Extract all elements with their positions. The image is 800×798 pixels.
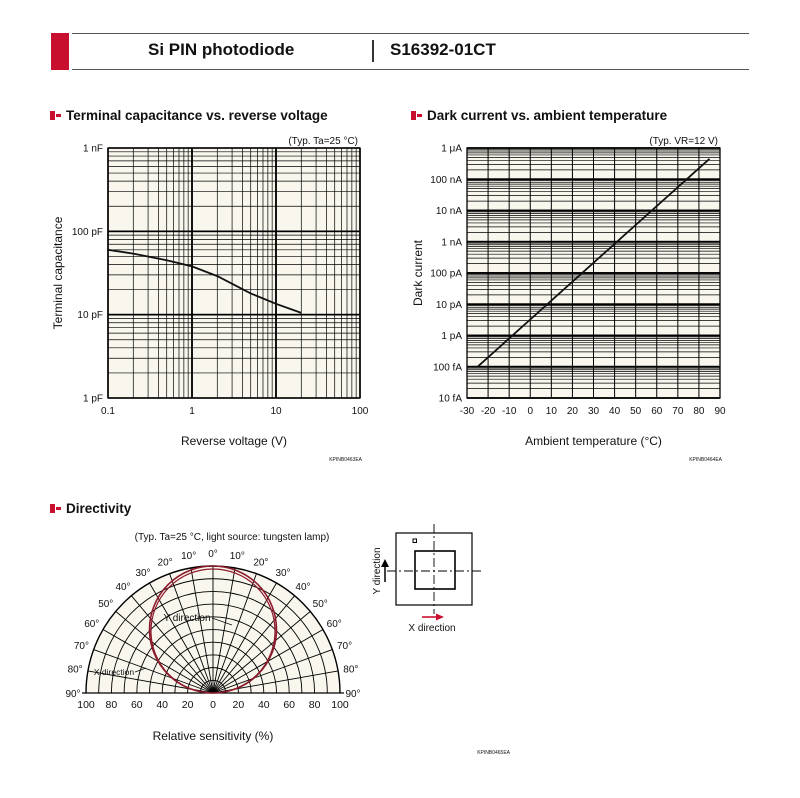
directivity-condition-label: (Typ. Ta=25 °C, light source: tungsten lamp)	[134, 532, 330, 543]
capacitance-plot-area	[108, 148, 360, 398]
x-tick-label: 20	[566, 406, 578, 417]
radius-tick-label: 20	[232, 699, 245, 711]
index-mark	[413, 539, 417, 543]
y-tick-label: 100 fA	[433, 362, 462, 374]
angle-label: 90°	[65, 689, 81, 700]
inset-x-direction-label: X direction	[408, 623, 456, 634]
angle-label: 30°	[275, 567, 291, 579]
y-tick-label: 10 fA	[438, 393, 462, 405]
x-tick-label: -20	[480, 406, 496, 417]
x-tick-label: 10	[270, 406, 282, 417]
capacitance-chart-title: Terminal capacitance vs. reverse voltage	[66, 108, 328, 123]
directivity-chart-title: Directivity	[66, 501, 132, 516]
angle-label: 0°	[208, 549, 218, 560]
capacitance-figure-code: KPINB0463EA	[329, 457, 362, 463]
dark-current-chart	[411, 136, 726, 463]
angle-label: 20°	[253, 557, 269, 569]
directivity-figure-code: KPINB0465EA	[477, 750, 510, 756]
y-tick-label: 100 pA	[430, 268, 462, 280]
dark-current-condition-label: (Typ. VR=12 V)	[649, 136, 718, 147]
product-title: Si PIN photodiode	[148, 40, 295, 59]
angle-label: 50°	[312, 599, 328, 611]
capacitance-chart	[51, 136, 369, 463]
x-tick-label: 80	[693, 406, 705, 417]
y-tick-label: 10 nA	[435, 206, 462, 217]
dark-current-x-axis-label: Ambient temperature (°C)	[525, 434, 662, 448]
x-tick-label: 90	[714, 406, 726, 417]
radius-tick-label: 20	[181, 699, 194, 711]
radius-tick-label: 80	[105, 699, 118, 711]
y-tick-label: 100 pF	[71, 226, 103, 238]
x-direction-arrow-head-icon	[436, 614, 444, 621]
x-tick-label: 0	[527, 406, 534, 417]
active-area-outline	[415, 551, 455, 589]
x-tick-label: 70	[672, 406, 684, 417]
angle-label: 30°	[135, 567, 151, 579]
radius-tick-label: 0	[210, 699, 216, 711]
angle-label: 50°	[98, 599, 114, 611]
radius-tick-label: 100	[77, 699, 95, 711]
angle-label: 80°	[67, 664, 83, 676]
y-tick-label: 10 pF	[77, 310, 103, 322]
angle-label: 90°	[345, 689, 361, 700]
angle-label: 80°	[343, 664, 359, 676]
y-tick-label: 100 nA	[430, 174, 462, 186]
x-tick-label: 10	[545, 406, 557, 417]
x-tick-label: 100	[351, 406, 369, 417]
angle-label: 40°	[295, 581, 311, 593]
x-direction-series-label: X direction	[93, 667, 135, 677]
x-tick-label: 0.1	[101, 406, 115, 417]
y-tick-label: 1 μA	[441, 143, 462, 155]
x-tick-label: 30	[587, 406, 600, 417]
angle-label: 70°	[73, 641, 90, 653]
capacitance-condition-label: (Typ. Ta=25 °C)	[288, 136, 358, 147]
x-tick-label: 1	[189, 406, 195, 417]
angle-label: 70°	[336, 641, 353, 653]
angle-label: 10°	[229, 551, 245, 563]
x-tick-label: 60	[651, 406, 663, 417]
capacitance-x-axis-label: Reverse voltage (V)	[180, 434, 288, 448]
radius-tick-label: 100	[331, 699, 349, 711]
x-tick-label: -30	[459, 406, 475, 417]
angle-label: 60°	[326, 619, 342, 630]
capacitance-y-axis-label: Terminal capacitance	[51, 216, 65, 330]
y-direction-series-label: Y direction	[163, 613, 211, 624]
angle-label: 40°	[115, 581, 131, 593]
y-tick-label: 1 pF	[82, 393, 103, 405]
angle-label: 20°	[157, 557, 173, 569]
x-tick-label: 40	[609, 406, 621, 417]
angle-label: 60°	[84, 619, 100, 630]
dark-current-y-axis-label: Dark current	[411, 239, 425, 307]
angle-label: 10°	[181, 551, 197, 563]
direction-inset-diagram	[372, 524, 482, 634]
inset-y-direction-label: Y direction	[372, 547, 383, 595]
directivity-x-axis-label: Relative sensitivity (%)	[152, 729, 274, 743]
x-tick-label: -10	[501, 406, 517, 417]
radius-tick-label: 40	[156, 699, 169, 711]
y-tick-label: 1 pA	[441, 331, 462, 342]
dark-current-chart-title: Dark current vs. ambient temperature	[427, 108, 668, 123]
x-tick-label: 50	[630, 406, 642, 417]
dark-current-figure-code: KPINB0464EA	[689, 457, 722, 463]
radius-tick-label: 40	[257, 699, 270, 711]
y-tick-label: 1 nF	[82, 143, 103, 155]
y-tick-label: 1 nA	[441, 237, 462, 249]
radius-tick-label: 80	[308, 699, 321, 711]
y-tick-label: 10 pA	[435, 299, 462, 311]
directivity-chart	[65, 532, 510, 756]
radius-tick-label: 60	[283, 699, 296, 711]
part-number: S16392-01CT	[390, 40, 496, 59]
radius-tick-label: 60	[130, 699, 143, 711]
